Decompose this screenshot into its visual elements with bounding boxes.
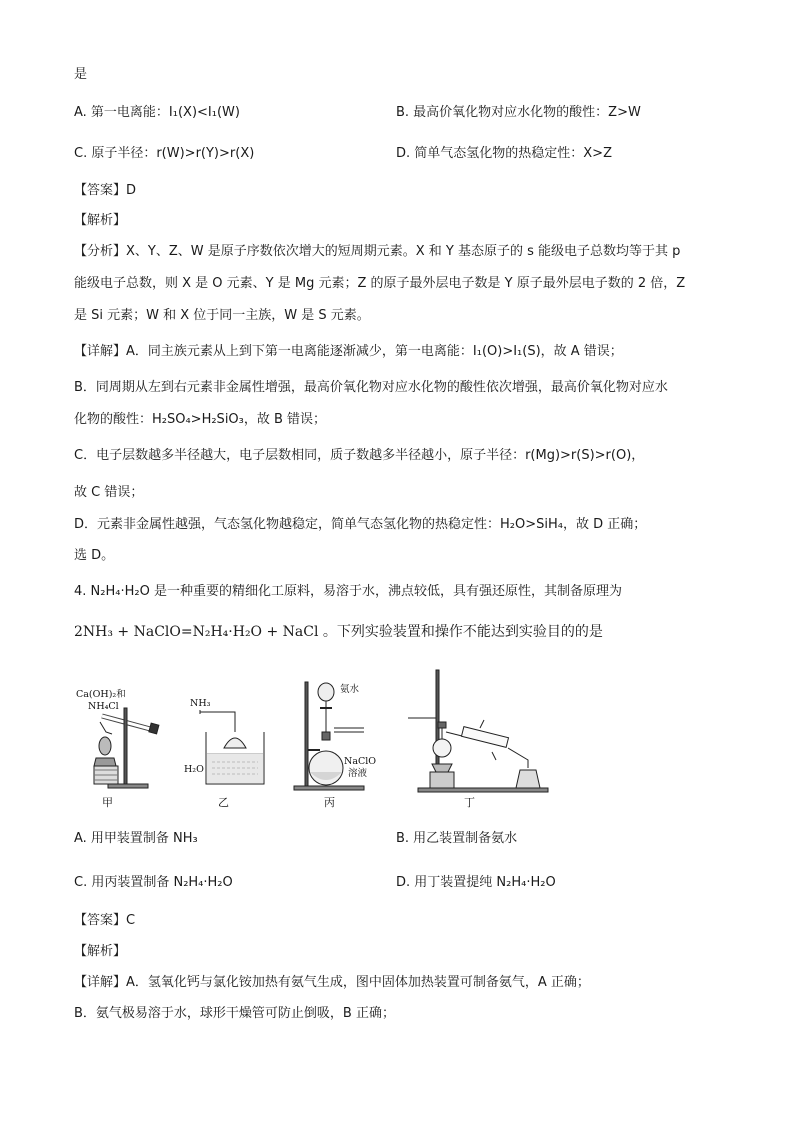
q3-option-b: B. 最高价氧化物对应水化物的酸性：Z>W <box>396 105 641 120</box>
apparatus-ding <box>408 670 548 792</box>
q3-analysis-line: 【分析】X、Y、Z、W 是原子序数依次增大的短周期元素。X 和 Y 基态原子的 s 能级电子总数均等于其 p <box>74 244 681 259</box>
q3-option-a: A. 第一电离能：I₁(X)<I₁(W) <box>74 105 240 120</box>
apparatus-drawing <box>72 662 552 814</box>
q3-detail-line: B．同周期从左到右元素非金属性增强，最高价氧化物对应水化物的酸性依次增强，最高价氧化物对应水 <box>74 380 668 395</box>
q3-analysis-line: 能级电子总数，则 X 是 O 元素、Y 是 Mg 元素；Z 的原子最外层电子数是 Y 原子最外层电子数的 2 倍，Z <box>74 276 686 291</box>
q3-analysis-heading: 【解析】 <box>74 213 127 228</box>
q3-option-c: C. 原子半径：r(W)>r(Y)>r(X) <box>74 146 255 161</box>
apparatus-figure <box>72 662 552 814</box>
q4-detail-line: B．氨气极易溶于水，球形干燥管可防止倒吸，B 正确； <box>74 1006 395 1021</box>
jia-label-reagent1: Ca(OH)₂和 <box>76 689 126 700</box>
q3-detail-line: C．电子层数越多半径越大，电子层数相同，质子数越多半径越小，原子半径：r(Mg)>r(S)>r(O)， <box>74 448 645 463</box>
q4-option-a: A. 用甲装置制备 NH₃ <box>74 831 198 846</box>
apparatus-yi <box>200 710 264 784</box>
q4-analysis-heading: 【解析】 <box>74 944 127 959</box>
q4-detail-line: 【详解】A．氢氧化钙与氯化铵加热有氨气生成，图中固体加热装置可制备氨气，A 正确； <box>74 975 590 990</box>
caption-ding: 丁 <box>464 796 475 809</box>
caption-jia: 甲 <box>102 796 113 809</box>
text-line: 是 <box>74 67 88 82</box>
q3-detail-line: 选 D。 <box>74 548 115 563</box>
caption-yi: 乙 <box>218 796 229 809</box>
q3-answer: 【答案】D <box>74 183 137 198</box>
q3-detail-line: D．元素非金属性越强，气态氢化物越稳定，简单气态氢化物的热稳定性：H₂O>SiH₄，故 D 正确； <box>74 517 647 532</box>
apparatus-jia <box>94 708 159 788</box>
bing-label-ammonia-water: 氨水 <box>340 684 360 695</box>
q3-detail-line: 【详解】A．同主族元素从上到下第一电离能逐渐减少，第一电离能：I₁(O)>I₁(S)，故 A 错误； <box>74 344 623 359</box>
q3-analysis-line: 是 Si 元素；W 和 X 位于同一主族，W 是 S 元素。 <box>74 308 370 323</box>
q4-stem: 4. N₂H₄·H₂O 是一种重要的精细化工原料，易溶于水，沸点较低，具有强还原性，其制备原理为 <box>74 584 622 599</box>
bing-label-naclo: NaClO <box>344 756 377 767</box>
q4-option-d: D. 用丁装置提纯 N₂H₄·H₂O <box>396 875 556 890</box>
caption-bing: 丙 <box>324 796 335 809</box>
q4-answer: 【答案】C <box>74 913 136 928</box>
q4-option-c: C. 用丙装置制备 N₂H₄·H₂O <box>74 875 233 890</box>
bing-label-solution: 溶液 <box>348 768 368 779</box>
q3-detail-line: 化物的酸性：H₂SO₄>H₂SiO₃，故 B 错误； <box>74 412 327 427</box>
q4-option-b: B. 用乙装置制备氨水 <box>396 831 518 846</box>
q3-option-d: D. 简单气态氢化物的热稳定性：X>Z <box>396 146 612 161</box>
q4-stem-equation: 2NH₃ + NaClO=N₂H₄·H₂O + NaCl 。下列实验装置和操作不能达到实验目的的是 <box>74 624 603 640</box>
yi-label-nh3: NH₃ <box>190 698 211 709</box>
yi-label-water: H₂O <box>184 764 204 775</box>
jia-label-reagent2: NH₄Cl <box>88 701 119 712</box>
q3-detail-line: 故 C 错误； <box>74 485 144 500</box>
